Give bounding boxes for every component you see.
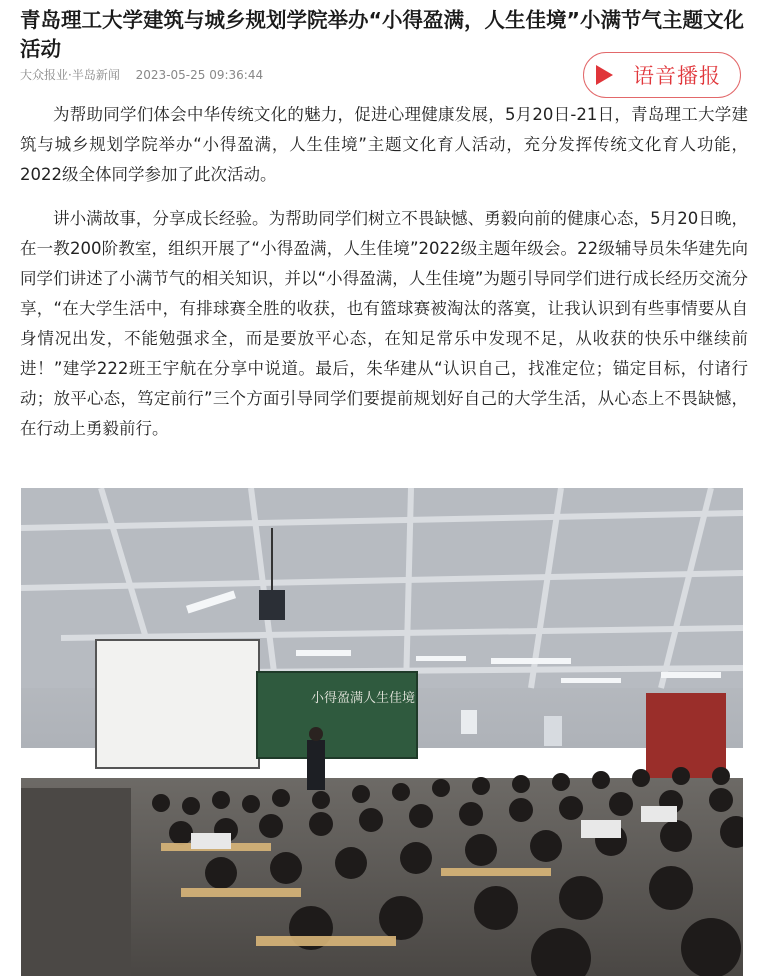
article-source[interactable]: 大众报业·半岛新闻 [20,68,120,82]
article-paragraph-2: 讲小满故事，分享成长经验。为帮助同学们树立不畏缺憾、勇毅向前的健康心态，5月20日晚，在一教200阶教室，组织开展了“小得盈满，人生佳境”2022级主题年级会。22级辅导员朱华建先向同学们讲述了小满节气的相关知识，并以“小得盈满，人生佳境”为题引导同学们进行成长经历交流分享，“在大学生活中，有排球赛全胜的收获，也有篮球赛被淘汰的落寞，让我认识到有些事情要从自身情况出发，不能勉强求全，而是要放平心态，在知足常乐中发现不足，从收获的快乐中继续前进！”建学222班王宇航在分享中说道。最后，朱华建从“认识自己，找准定位；锚定目标，付诸行动；放平心态，笃定前行”三个方面引导同学们要提前规划好自己的大学生活，从心态上不畏缺憾，在行动上勇毅前行。 [20,209,748,438]
article-datetime: 2023-05-25 09:36:44 [135,68,264,82]
tts-label: 语音播报 [633,64,721,88]
play-icon [596,65,613,85]
blackboard-text: 小得盈满人生佳境 [311,691,416,706]
article-title: 青岛理工大学建筑与城乡规划学院举办“小得盈满，人生佳境”小满节气主题文化活动 [20,8,744,61]
classroom-photo [21,488,743,976]
article-meta [20,66,275,83]
tts-button[interactable] [583,52,741,98]
article-paragraph-1: 为帮助同学们体会中华传统文化的魅力，促进心理健康发展，5月20日-21日，青岛理工大学建筑与城乡规划学院举办“小得盈满，人生佳境”主题文化育人活动，充分发挥传统文化育人功能，2022级全体同学参加了此次活动。 [20,105,748,184]
article-photo [21,488,743,976]
